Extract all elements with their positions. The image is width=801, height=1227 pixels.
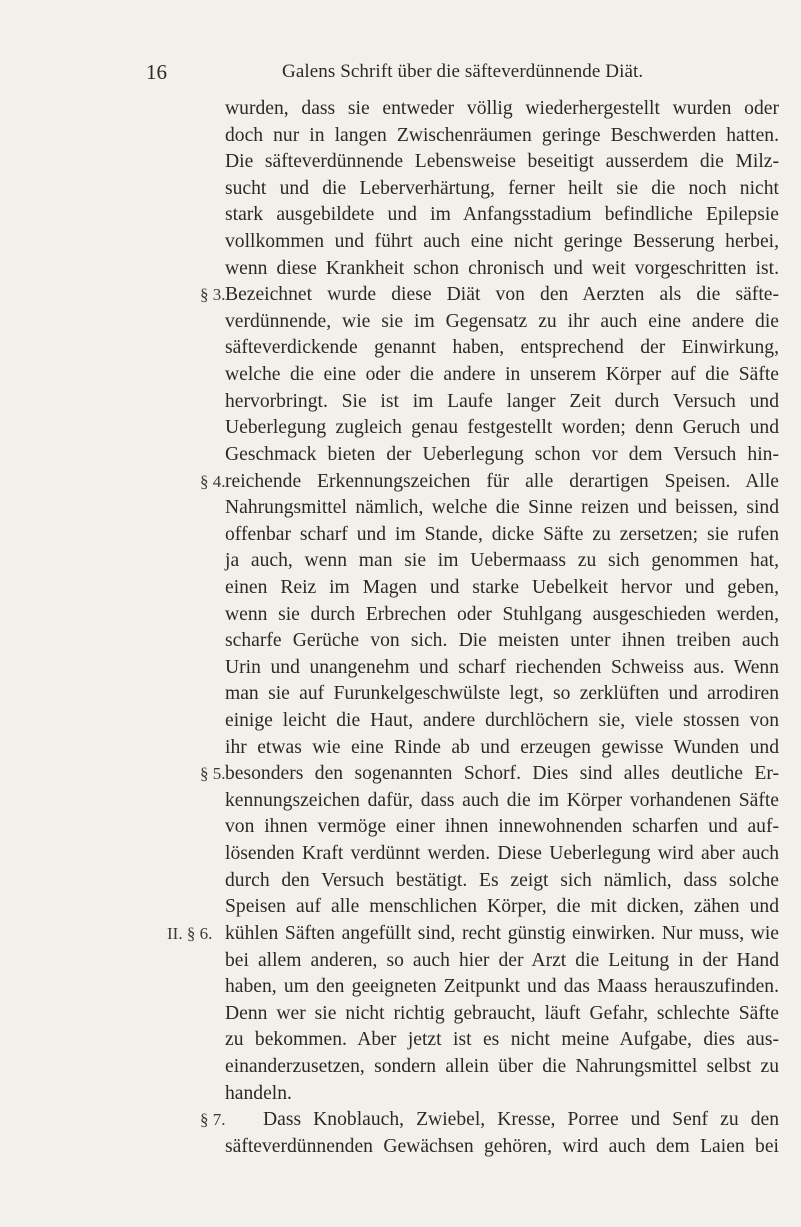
text-line-content: von ihnen vermöge einer ihnen innewohnenden scharfen und auf- [225, 816, 779, 838]
text-line [0, 974, 801, 1001]
text-line-content: Nahrungsmittel nämlich, welche die Sinne reizen und beissen, sind [225, 497, 779, 519]
text-line-content: stark ausgebildete und im Anfangsstadium befindliche Epilepsie [225, 204, 779, 226]
text-line-content: welche die eine oder die andere in unserem Körper auf die Säfte [225, 364, 779, 386]
text-line-content: haben, um den geeigneten Zeitpunkt und das Maass herauszufinden. [225, 976, 779, 998]
text-line [0, 655, 801, 682]
margin-section-marker: § 5. [200, 764, 226, 784]
text-line-content: man sie auf Furunkelgeschwülste legt, so zerklüften und arrodiren [225, 683, 779, 705]
text-line [0, 149, 801, 176]
text-line [0, 1001, 801, 1028]
text-line-content: reichende Erkennungszeichen für alle derartigen Speisen. Alle [225, 470, 779, 492]
text-line [0, 548, 801, 575]
text-line [0, 814, 801, 841]
text-line-content: bei allem anderen, so auch hier der Arzt die Leitung in der Hand [225, 949, 779, 971]
text-line [0, 469, 801, 496]
margin-section-marker: § 3. [200, 285, 226, 305]
text-line [0, 1027, 801, 1054]
text-line [0, 735, 801, 762]
text-line [0, 202, 801, 229]
running-title: Galens Schrift über die säfteverdünnende Diät. [282, 61, 644, 82]
text-line [0, 868, 801, 895]
text-line-content: doch nur in langen Zwischenräumen geringe Beschwerden hatten. [225, 124, 779, 146]
margin-section-marker: § 4. [200, 471, 226, 491]
text-line [0, 229, 801, 256]
text-line-content: besonders den sogenannten Schorf. Dies sind alles deutliche Er- [225, 763, 779, 785]
text-line [0, 921, 801, 948]
text-line [0, 841, 801, 868]
text-line [0, 335, 801, 362]
text-line [0, 309, 801, 336]
text-line-content: wenn diese Krankheit schon chronisch und weit vorgeschritten ist. [225, 257, 779, 279]
text-line-content: vollkommen und führt auch eine nicht geringe Besserung herbei, [225, 231, 779, 253]
text-line [0, 788, 801, 815]
text-line [0, 681, 801, 708]
text-line-content: verdünnende, wie sie im Gegensatz zu ihr auch eine andere die [225, 310, 779, 332]
text-line-content: zu bekommen. Aber jetzt ist es nicht meine Aufgabe, dies aus- [225, 1029, 779, 1051]
text-line-content: Bezeichnet wurde diese Diät von den Aerzten als die säfte- [225, 284, 779, 306]
text-line [0, 495, 801, 522]
text-line-content: lösenden Kraft verdünnt werden. Diese Ueberlegung wird aber auch [225, 843, 779, 865]
text-line [0, 1054, 801, 1081]
text-line [0, 894, 801, 921]
text-line [0, 575, 801, 602]
text-line-content: einanderzusetzen, sondern allein über die Nahrungsmittel selbst zu [225, 1055, 779, 1077]
page-header [0, 60, 801, 90]
text-line [0, 708, 801, 735]
text-line-content: kühlen Säften angefüllt sind, recht günstig einwirken. Nur muss, wie [225, 922, 779, 944]
text-line-content: Dass Knoblauch, Zwiebel, Kresse, Porree und Senf zu den [263, 1109, 779, 1131]
text-line-content: Geschmack bieten der Ueberlegung schon vor dem Versuch hin- [225, 443, 779, 465]
text-line-content: ja auch, wenn man sie im Uebermaass zu sich genommen hat, [225, 550, 779, 572]
body-text [0, 96, 801, 1160]
text-line-content: säfteverdickende genannt haben, entsprechend der Einwirkung, [225, 337, 779, 359]
text-line [0, 362, 801, 389]
margin-section-marker: § 7. [200, 1110, 226, 1130]
text-line-content: kennungszeichen dafür, dass auch die im Körper vorhandenen Säfte [225, 789, 779, 811]
text-line-content: wurden, dass sie entweder völlig wiederhergestellt wurden oder [225, 98, 779, 119]
text-line-content: Ueberlegung zugleich genau festgestellt worden; denn Geruch und [225, 417, 779, 439]
text-line [0, 948, 801, 975]
text-line [0, 282, 801, 309]
margin-section-marker: II. § 6. [167, 923, 213, 943]
text-line-content: offenbar scharf und im Stande, dicke Säfte zu zersetzen; sie rufen [225, 523, 779, 545]
text-line [0, 1081, 801, 1108]
text-line [0, 123, 801, 150]
text-line [0, 389, 801, 416]
text-line-content: Die säfteverdünnende Lebensweise beseitigt ausserdem die Milz- [225, 151, 779, 173]
text-line-content: Urin und unangenehm und scharf riechenden Schweiss aus. Wenn [225, 656, 779, 678]
text-line-content: hervorbringt. Sie ist im Laufe langer Zeit durch Versuch und [225, 390, 779, 412]
text-line-content: wenn sie durch Erbrechen oder Stuhlgang ausgeschieden werden, [225, 603, 779, 625]
text-line-content: Denn wer sie nicht richtig gebraucht, läuft Gefahr, schlechte Säfte [225, 1002, 779, 1024]
text-line-content: säfteverdünnenden Gewächsen gehören, wird auch dem Laien bei [225, 1135, 779, 1157]
text-line [0, 602, 801, 629]
text-line [0, 628, 801, 655]
text-line-content: durch den Versuch bestätigt. Es zeigt sich nämlich, dass solche [225, 869, 779, 891]
text-line [0, 1134, 801, 1161]
text-line [0, 256, 801, 283]
text-line-content: einige leicht die Haut, andere durchlöchern sie, viele stossen von [225, 710, 779, 732]
page-number: 16 [146, 60, 167, 84]
text-line-content: einen Reiz im Magen und starke Uebelkeit hervor und geben, [225, 576, 779, 598]
text-line-content: sucht und die Leberverhärtung, ferner heilt sie die noch nicht [225, 177, 779, 199]
text-line [0, 176, 801, 203]
text-line-content: scharfe Gerüche von sich. Die meisten unter ihnen treiben auch [225, 630, 779, 652]
text-line [0, 1107, 801, 1134]
text-line [0, 522, 801, 549]
text-line [0, 415, 801, 442]
text-line-content: handeln. [225, 1082, 292, 1104]
text-line [0, 761, 801, 788]
text-line-content: Speisen auf alle menschlichen Körper, die mit dicken, zähen und [225, 896, 779, 918]
text-line [0, 96, 801, 123]
text-line [0, 442, 801, 469]
text-line-content: ihr etwas wie eine Rinde ab und erzeugen gewisse Wunden und [225, 736, 779, 758]
